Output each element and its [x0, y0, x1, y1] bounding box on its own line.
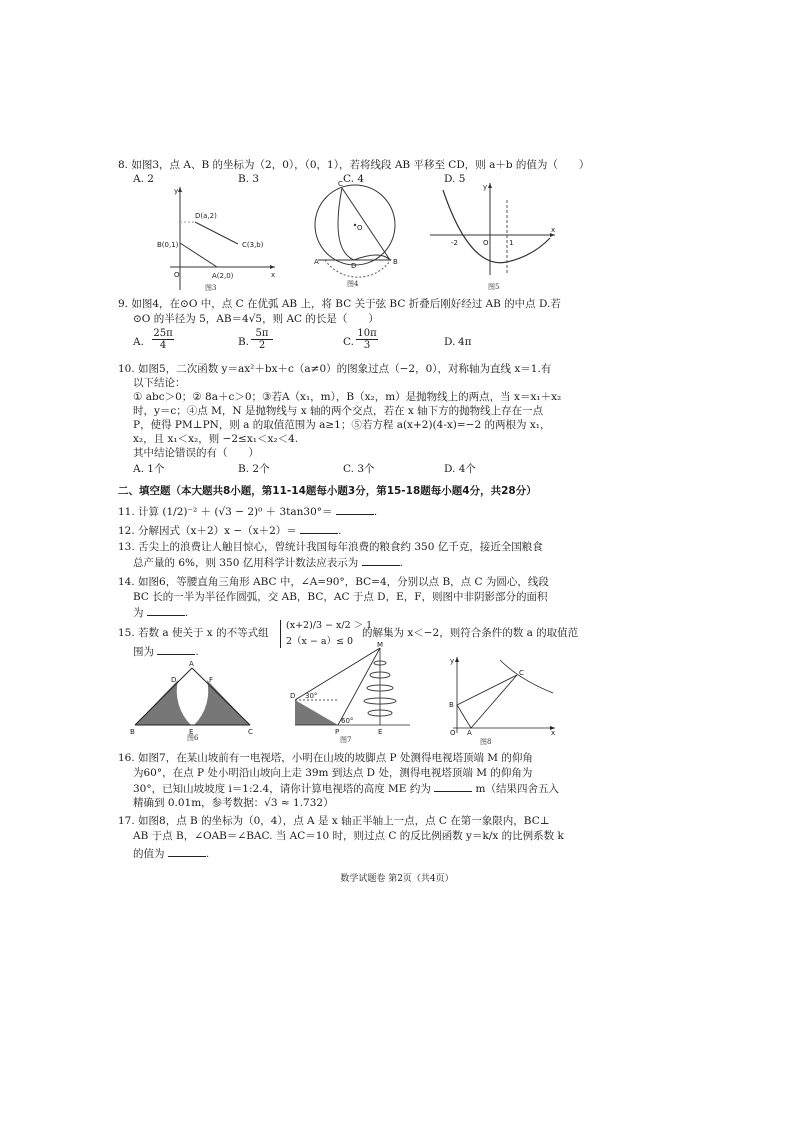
fig7-label-m: M	[377, 641, 384, 649]
q14-answer-blank[interactable]	[147, 606, 185, 616]
fig7-label-p: P	[335, 728, 340, 736]
q15-answer-blank[interactable]	[157, 645, 195, 655]
q17-line-3-text: 的值为	[133, 848, 165, 860]
fig8-label-x: x	[551, 729, 556, 737]
q9-option-b-fraction	[251, 328, 273, 351]
fig5-label-o: O	[483, 239, 489, 247]
q9-option-c-den: 3	[363, 340, 371, 351]
q8-option-c: C. 4	[343, 173, 365, 185]
fig5-caption: 图5	[488, 283, 500, 291]
q15-inequality-1: (x+2)/3 − x/2 ＞ 1	[286, 620, 373, 631]
fig6-label-e: E	[189, 728, 194, 736]
q9-line-2: ⊙O 的半径为 5，AB＝4√5，则 AC 的长是（ ）	[133, 313, 379, 325]
q15-brace	[280, 620, 283, 648]
fig8-label-y: y	[450, 657, 455, 665]
q16-line-3-suffix: m（结果四舍五入	[475, 783, 559, 795]
q16-line-2: 为60°，在点 P 处小明沿山坡向上走 39m 到达点 D 处，测得电视塔顶端 M 的仰角为	[133, 767, 533, 779]
fig8-caption: 图8	[480, 738, 492, 746]
fig6-label-d: D	[171, 676, 177, 684]
fig6-caption: 图6	[187, 734, 199, 742]
q9-option-b-num: 5π	[251, 328, 273, 340]
q13-line-1: 13. 舌尖上的浪费让人触目惊心，曾统计我国每年浪费的粮食约 350 亿千克，接近全国粮食	[118, 541, 543, 553]
q8-stem: 8. 如图3，点 A、B 的坐标为（2，0），（0，1），若将线段 AB 平移至 CD，则 a＋b 的值为（ ）	[118, 159, 590, 171]
fig5-label-x: x	[551, 226, 556, 234]
q15-line-2: 围为 .	[133, 646, 199, 658]
fig3-caption: 图3	[205, 284, 217, 292]
fig3-label-c: C(3,b)	[242, 241, 264, 249]
q10-option-d: D. 4个	[444, 463, 476, 475]
q16-line-3-text: 30°，已知山坡坡度 i＝1:2.4，请你计算电视塔的高度 ME 约为	[133, 783, 431, 795]
fig7-label-e: E	[378, 728, 383, 736]
q11-expression: 11. 计算 (1/2)⁻² ＋ (√3 − 2)⁰ ＋ 3tan30°＝	[118, 506, 333, 518]
q10-option-c: C. 3个	[343, 463, 375, 475]
q9-option-d-letter: D.	[444, 336, 456, 348]
q16-line-3	[133, 782, 559, 796]
q14-line-3-text: 为	[133, 607, 144, 619]
fig6-label-b: B	[130, 728, 135, 736]
fig4-label-d: D	[351, 262, 357, 270]
figure-8	[445, 655, 560, 735]
q13-answer-blank[interactable]	[362, 556, 400, 566]
q17-answer-blank[interactable]	[168, 847, 206, 857]
fig3-label-b: B(0,1)	[157, 241, 179, 249]
fig6-label-c: C	[248, 728, 253, 736]
q14-line-2: BC 长的一半为半径作圆弧，交 AB，BC，AC 于点 D，E，F，则图中非阴影部分的面积	[133, 591, 548, 603]
q8-option-a: A. 2	[133, 173, 154, 185]
q11-text: 11. 计算 (1/2)⁻² ＋ (√3 − 2)⁰ ＋ 3tan30°＝ .	[118, 506, 378, 518]
q15-prefix: 15. 若数 a 使关于 x 的不等式组	[118, 627, 269, 639]
q9-option-a-letter: A.	[133, 336, 144, 348]
fig5-label-y: y	[483, 183, 488, 191]
q12-answer-blank[interactable]	[300, 524, 338, 534]
q10-line-7: 其中结论错误的有（ ）	[133, 447, 259, 459]
figure-4	[310, 180, 405, 275]
q9-option-b-den: 2	[258, 340, 266, 351]
q13-line-2-text: 总产量的 6%，则 350 亿用科学计数法应表示为	[133, 557, 359, 569]
q17-line-1: 17. 如图8，点 B 的坐标为（0，4），点 A 是 x 轴正半轴上一点，点 C 在第一象限内，BC⊥	[118, 815, 550, 827]
q9-option-b-letter: B.	[238, 336, 250, 348]
q8-option-b: B. 3	[238, 173, 260, 185]
q9-option-c-letter: C.	[343, 336, 354, 348]
q14-line-3: 为 .	[133, 607, 189, 619]
q10-option-a: A. 1个	[133, 463, 165, 475]
q16-line-4: 精确到 0.01m，参考数据：√3 ≈ 1.732）	[133, 797, 334, 809]
fig7-label-60: 60°	[341, 717, 354, 725]
q8-option-d: D. 5	[444, 173, 466, 185]
fig6-label-a: A	[189, 660, 194, 668]
fig5-label-neg2: -2	[451, 239, 458, 247]
q15-line-2-text: 围为	[133, 646, 154, 658]
fig3-label-x: x	[271, 271, 276, 279]
fig7-caption: 图7	[340, 736, 352, 744]
q16-answer-blank[interactable]	[434, 782, 472, 792]
fig8-label-c: C	[519, 669, 524, 677]
fig3-label-a: A(2,0)	[212, 272, 234, 280]
q10-option-b: B. 2个	[238, 463, 270, 475]
fig7-label-30: 30°	[305, 692, 318, 700]
q9-option-a-fraction	[152, 328, 174, 351]
fig3-label-y: y	[174, 187, 179, 195]
fig5-label-one: 1	[509, 239, 514, 247]
q16-line-1: 16. 如图7，在某山坡前有一电视塔，小明在山坡的坡脚点 P 处测得电视塔顶端 M 的仰角	[118, 752, 533, 764]
page-footer: 数学试题卷 第2页（共4页）	[340, 874, 454, 884]
q10-line-3: ① abc＞0；② 8a＋c＞0；③若A（x₁，m），B（x₂，m）是抛物线上的两点，当 x＝x₁＋x₂	[133, 391, 562, 403]
fig3-label-o: O	[174, 271, 180, 279]
q17-line-3: 的值为 .	[133, 848, 210, 860]
q11-answer-blank[interactable]	[336, 505, 374, 515]
fig7-label-d: D	[290, 692, 296, 700]
fig6-label-f: F	[209, 676, 214, 684]
q13-line-2: 总产量的 6%，则 350 亿用科学计数法应表示为 .	[133, 557, 403, 569]
q9-option-a-den: 4	[159, 340, 167, 351]
fig8-label-b: B	[449, 701, 454, 709]
q15-inequality-2: 2（x − a）≤ 0	[286, 636, 354, 647]
q10-line-5: P，使得 PM⊥PN，则 a 的取值范围为 a≥1；⑤若方程 a(x+2)(4-x)=−2 的两根为 x₁，	[133, 419, 551, 431]
q10-line-1: 10. 如图5，二次函数 y＝ax²＋bx＋c（a≠0）的图象过点（−2，0），对称轴为直线 x＝1.有	[118, 363, 552, 375]
q17-line-2: AB 于点 B，∠OAB＝∠BAC. 当 AC＝10 时，则过点 C 的反比例函数 y＝k/x 的比例系数 k	[133, 830, 564, 842]
fig4-label-b: B	[393, 258, 398, 266]
figure-6	[130, 660, 255, 735]
q15-suffix: 的解集为 x＜−2，则符合条件的数 a 的取值范	[362, 627, 579, 639]
figure-3	[150, 185, 285, 295]
section-2-heading: 二、填空题（本大题共8小题，第11-14题每小题3分，第15-18题每小题4分，共28分）	[118, 485, 537, 497]
fig4-label-o: O	[357, 224, 363, 232]
q9-option-a-num: 25π	[153, 328, 173, 339]
q12-expression: 12. 分解因式（x＋2）x −（x＋2）＝	[118, 525, 297, 537]
q9-option-c-fraction	[356, 328, 378, 351]
q10-line-2: 以下结论：	[133, 377, 186, 389]
q9-line-1: 9. 如图4，在⊙O 中，点 C 在优弧 AB 上，将 BC 关于弦 BC 折叠后刚好经过 AB 的中点 D.若	[118, 298, 561, 310]
fig3-label-d: D(a,2)	[195, 212, 217, 220]
q9-option-d-text: 4π	[458, 336, 472, 348]
fig8-label-a: A	[467, 729, 472, 737]
fig4-label-a: A	[314, 258, 319, 266]
q10-line-6: x₂，且 x₁＜x₂，则 −2≤x₁＜x₂＜4.	[133, 433, 299, 445]
q9-option-c-num: 10π	[357, 328, 377, 339]
fig4-caption: 图4	[347, 280, 359, 288]
fig4-label-c: C	[338, 180, 343, 188]
figure-5	[425, 180, 560, 280]
q12-text: 12. 分解因式（x＋2）x −（x＋2）＝ .	[118, 525, 342, 537]
fig8-label-o: O	[450, 729, 456, 737]
q10-line-4: 时，y＝c；④点 M，N 是抛物线与 x 轴的两个交点，若在 x 轴下方的抛物线上存在一点	[133, 405, 544, 417]
q14-line-1: 14. 如图6，等腰直角三角形 ABC 中，∠A=90°，BC=4，分别以点 B，点 C 为圆心，线段	[118, 576, 549, 588]
